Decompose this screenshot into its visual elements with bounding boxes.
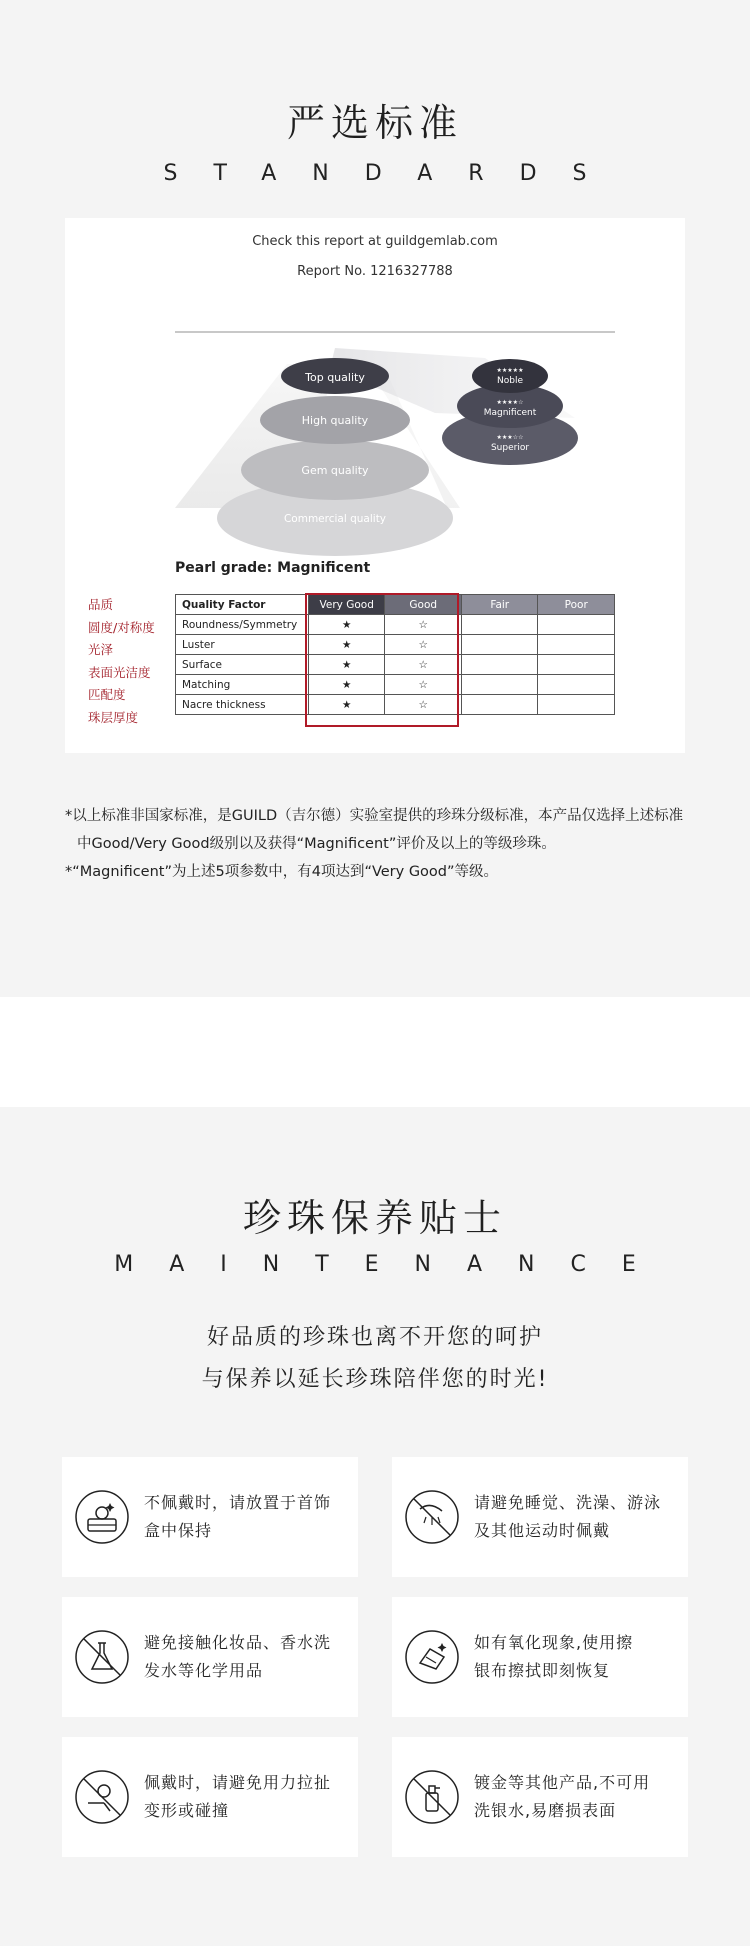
standards-notes (65, 802, 695, 886)
maintenance-title-cn: 珍珠保养贴士 (242, 1196, 507, 1240)
table-row (176, 675, 615, 695)
row-good-mark: ☆ (385, 675, 462, 695)
table-row (176, 615, 615, 635)
header-quality-factor: Quality Factor (176, 595, 309, 615)
pyramid-label-high: High quality (301, 414, 369, 427)
header-fair: Fair (462, 595, 538, 615)
header-very-good: Very Good (308, 595, 385, 615)
tip-text-line-2: 银布擦拭即刻恢复 (474, 1661, 611, 1680)
row-good-mark: ☆ (385, 655, 462, 675)
tip-card (62, 1597, 358, 1717)
no-chemicals-icon (74, 1629, 130, 1685)
cn-label-surface: 表面光洁度 (88, 664, 151, 680)
tip-text-line-1: 佩戴时，请避免用力拉扯 (144, 1773, 332, 1792)
tip-text-line-1: 镀金等其他产品,不可用 (474, 1773, 651, 1792)
header-poor: Poor (538, 595, 615, 615)
standards-title-en: STANDARDS (163, 161, 623, 186)
cn-label-quality: 品质 (88, 597, 114, 612)
noble-stars: ★★★★★ (496, 367, 524, 374)
note-1: *以上标准非国家标准，是GUILD（吉尔德）实验室提供的珍珠分级标准，本产品仅选择上述标准中Good/Very Good级别以及获得“Magnificent”评价及以上的等级珍珠。 (65, 808, 684, 852)
note-2: *“Magnificent”为上述5项参数中，有4项达到“Very Good”等级。 (65, 864, 499, 880)
magnificent-label: Magnificent (483, 408, 537, 418)
row-very-good-mark: ★ (308, 615, 385, 635)
row-poor-cell (538, 655, 615, 675)
table-header-row (176, 595, 615, 615)
pyramid-label-gem: Gem quality (301, 464, 369, 477)
row-good-mark: ☆ (385, 615, 462, 635)
maintenance-section (0, 1107, 750, 1946)
noble-label: Noble (497, 376, 523, 386)
tip-text (474, 1489, 661, 1545)
row-poor-cell (538, 635, 615, 655)
cn-label-matching: 匹配度 (88, 687, 126, 702)
tip-text-line-1: 避免接触化妆品、香水洗 (144, 1633, 332, 1652)
maintenance-intro (0, 1317, 750, 1401)
row-very-good-mark: ★ (308, 695, 385, 715)
cn-label-luster: 光泽 (88, 642, 114, 657)
row-factor: Luster (176, 635, 309, 655)
row-factor: Roundness/Symmetry (176, 615, 309, 635)
grade-table (175, 594, 615, 715)
tip-text-line-1: 不佩戴时，请放置于首饰 (144, 1493, 332, 1512)
tip-text (144, 1629, 331, 1685)
superior-stars: ★★★☆☆ (496, 434, 524, 441)
quality-pyramid (65, 218, 685, 558)
tip-text-line-2: 及其他运动时佩戴 (474, 1521, 611, 1540)
standards-title-cn: 严选标准 (286, 101, 463, 145)
report-url-line: Check this report at guildgemlab.com (252, 234, 498, 249)
magnificent-stars: ★★★★☆ (496, 399, 524, 406)
row-fair-cell (462, 635, 538, 655)
tip-card (392, 1457, 688, 1577)
row-factor: Surface (176, 655, 309, 675)
tip-card (62, 1737, 358, 1857)
row-poor-cell (538, 615, 615, 635)
table-row (176, 695, 615, 715)
tip-text-line-1: 请避免睡觉、洗澡、游泳 (474, 1493, 662, 1512)
no-pulling-icon (74, 1769, 130, 1825)
tip-card (392, 1597, 688, 1717)
no-shower-icon (404, 1489, 460, 1545)
tip-text (144, 1769, 331, 1825)
pearl-grade: Pearl grade: Magnificent (175, 560, 371, 576)
cleaning-cloth-icon (404, 1629, 460, 1685)
row-very-good-mark: ★ (308, 675, 385, 695)
row-fair-cell (462, 695, 538, 715)
cn-factor-labels (88, 594, 155, 729)
no-silver-cleaner-icon (404, 1769, 460, 1825)
cn-label-roundness: 圆度/对称度 (88, 619, 155, 635)
tips-grid (62, 1457, 688, 1857)
row-poor-cell (538, 695, 615, 715)
superior-label: Superior (490, 443, 530, 453)
tip-text (144, 1489, 331, 1545)
header-good: Good (385, 595, 462, 615)
table-row (176, 655, 615, 675)
row-fair-cell (462, 615, 538, 635)
tip-text (474, 1769, 650, 1825)
intro-line-1: 好品质的珍珠也离不开您的呵护 (206, 1325, 543, 1350)
tip-text-line-1: 如有氧化现象,使用擦 (474, 1633, 634, 1652)
row-factor: Nacre thickness (176, 695, 309, 715)
row-very-good-mark: ★ (308, 655, 385, 675)
tip-text-line-2: 洗银水,易磨损表面 (474, 1801, 617, 1820)
maintenance-title-en: MAINTENANCE (114, 1252, 672, 1277)
row-good-mark: ☆ (385, 695, 462, 715)
tip-card (62, 1457, 358, 1577)
section-gap (0, 997, 750, 1107)
table-row (176, 635, 615, 655)
tip-card (392, 1737, 688, 1857)
pyramid-label-commercial: Commercial quality (283, 513, 387, 525)
jewelry-box-icon (74, 1489, 130, 1545)
tip-text-line-2: 盒中保持 (144, 1521, 213, 1540)
report-number: Report No. 1216327788 (297, 264, 453, 279)
tip-text-line-2: 发水等化学用品 (144, 1661, 264, 1680)
intro-line-2: 与保养以延长珍珠陪伴您的时光! (201, 1367, 549, 1392)
row-poor-cell (538, 675, 615, 695)
row-fair-cell (462, 655, 538, 675)
row-factor: Matching (176, 675, 309, 695)
row-fair-cell (462, 675, 538, 695)
grade-report (65, 218, 685, 753)
tip-text-line-2: 变形或碰撞 (144, 1801, 230, 1820)
row-very-good-mark: ★ (308, 635, 385, 655)
row-good-mark: ☆ (385, 635, 462, 655)
tip-text (474, 1629, 633, 1685)
cn-label-nacre: 珠层厚度 (88, 709, 139, 725)
pyramid-label-top: Top quality (305, 371, 365, 384)
